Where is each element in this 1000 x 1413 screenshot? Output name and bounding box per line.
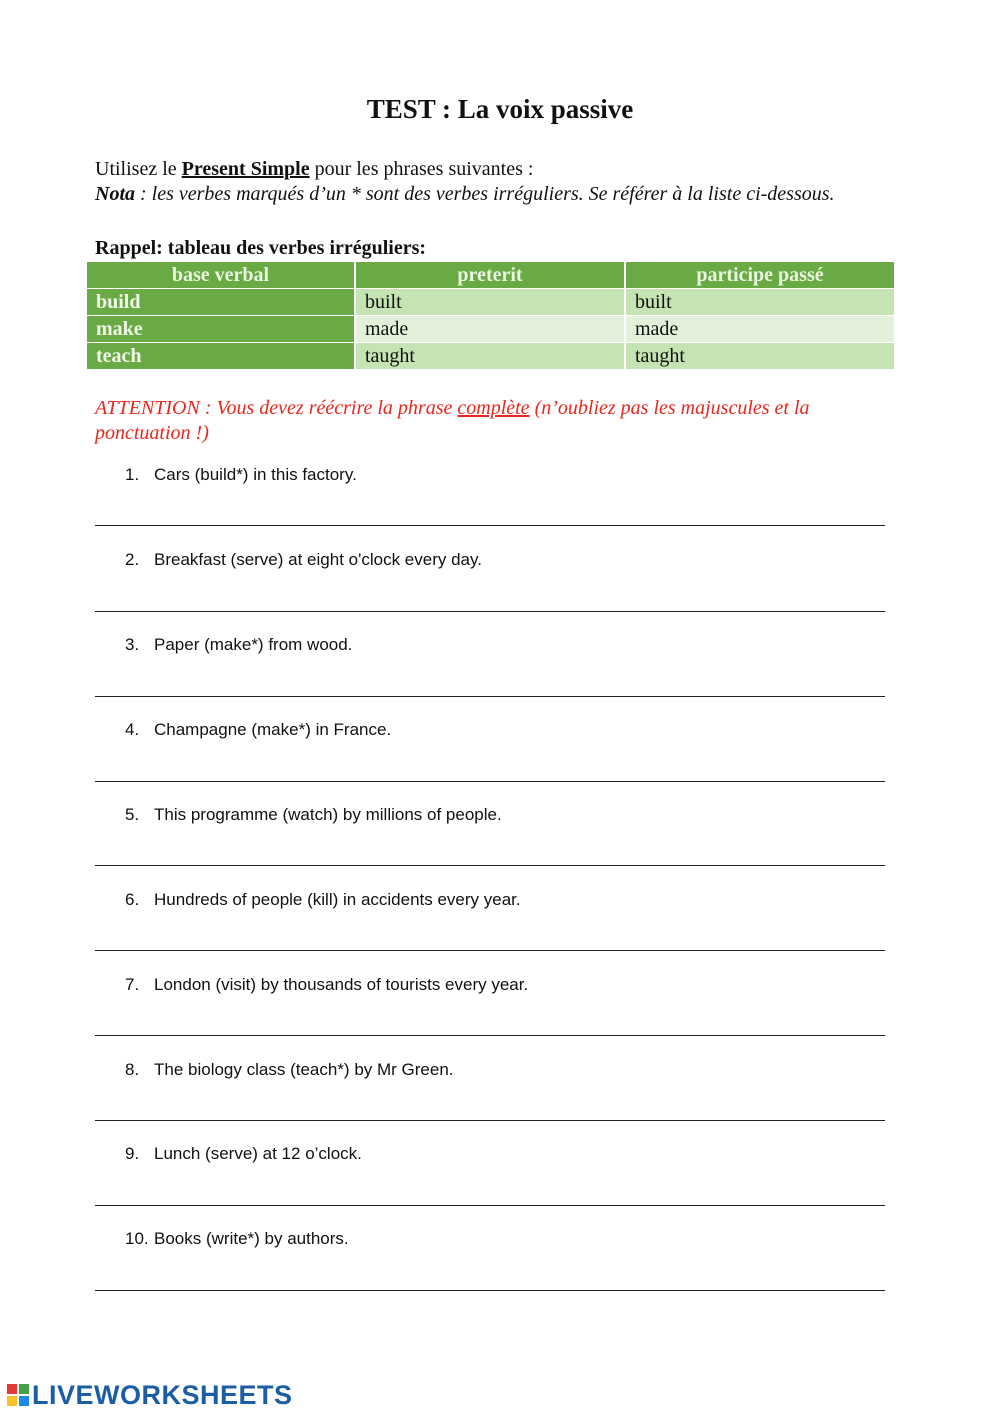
answer-line[interactable] [95,1205,885,1206]
answer-line[interactable] [95,781,885,782]
question-text: Breakfast (serve) at eight o'clock every day. [154,550,482,569]
cell-participe: made [625,316,894,343]
cell-base: build [87,289,355,316]
question-text: Lunch (serve) at 12 o’clock. [154,1144,362,1163]
header-base-verbal: base verbal [87,262,355,289]
table-header-row [87,262,894,289]
question-number: 6. [125,890,140,909]
cell-preterit: built [355,289,625,316]
question-number: 10. [125,1229,149,1248]
question-text: Cars (build*) in this factory. [154,465,357,484]
instruction-post: pour les phrases suivantes : [309,158,534,180]
question-text: London (visit) by thousands of tourists every year. [154,975,529,994]
question-text: Books (write*) by authors. [154,1229,349,1248]
header-preterit: preterit [355,262,625,289]
question-number: 3. [125,635,140,654]
question-item [125,805,502,825]
question-item [125,550,482,570]
attention-emphasis: complète [457,397,530,419]
question-item [125,1144,362,1164]
answer-line[interactable] [95,950,885,951]
question-item [125,1229,349,1249]
instruction [95,157,533,182]
attention-note [95,396,905,446]
question-item [125,720,391,740]
table-row [87,289,894,316]
liveworksheets-logo [7,1380,293,1410]
answer-line[interactable] [95,696,885,697]
question-number: 8. [125,1060,140,1079]
answer-line[interactable] [95,611,885,612]
nota-text: : les verbes marqués d’un * sont des verbes irréguliers. Se référer à la liste ci-dessous. [135,183,835,205]
answer-line[interactable] [95,1120,885,1121]
page-title: TEST : La voix passive [366,94,634,124]
question-item [125,1060,454,1080]
question-number: 2. [125,550,140,569]
cell-base: teach [87,343,355,370]
question-text: This programme (watch) by millions of people. [154,805,502,824]
cell-base: make [87,316,355,343]
question-item [125,635,352,655]
answer-line[interactable] [95,1290,885,1291]
question-item [125,890,521,910]
attention-post: (n’oubliez pas les majuscules et la ponctuation !) [95,397,810,444]
answer-line[interactable] [95,865,885,866]
instruction-pre: Utilisez le [95,158,182,180]
question-number: 1. [125,465,140,484]
cell-preterit: taught [355,343,625,370]
question-text: Paper (make*) from wood. [154,635,353,654]
table-row [87,316,894,343]
logo-blocks-icon [7,1384,29,1406]
instruction-emphasis: Present Simple [181,158,310,180]
question-number: 9. [125,1144,140,1163]
question-number: 4. [125,720,140,739]
cell-preterit: made [355,316,625,343]
nota-label: Nota [95,183,135,205]
answer-line[interactable] [95,1035,885,1036]
cell-participe: built [625,289,894,316]
question-number: 5. [125,805,140,824]
answer-line[interactable] [95,525,885,526]
question-text: Champagne (make*) in France. [154,720,392,739]
nota [95,182,835,207]
question-text: Hundreds of people (kill) in accidents every year. [154,890,521,909]
rappel-heading: Rappel: tableau des verbes irréguliers: [95,237,427,259]
question-text: The biology class (teach*) by Mr Green. [154,1060,454,1079]
header-participe-passe: participe passé [625,262,894,289]
logo-text: LIVEWORKSHEETS [32,1379,293,1410]
attention-pre: ATTENTION : Vous devez réécrire la phrase [95,397,458,419]
cell-participe: taught [625,343,894,370]
irregular-verbs-table [87,262,894,369]
question-item [125,975,528,995]
question-item [125,465,357,485]
table-row [87,343,894,370]
question-number: 7. [125,975,140,994]
